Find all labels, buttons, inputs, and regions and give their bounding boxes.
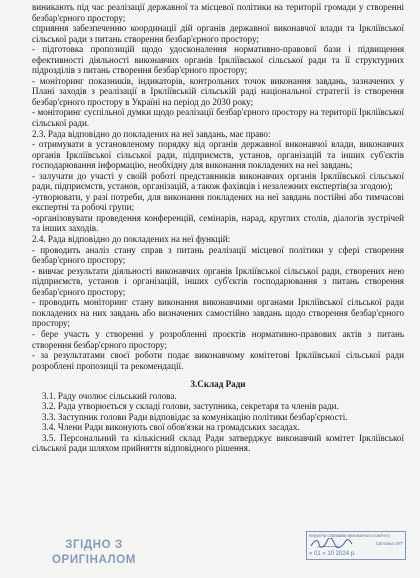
paragraph: - проводить моніторинг стану виконання виконавчими органами Ірклiївської сільської ради покладених на них завдань або визначених самостійно завдань щодо створення безбар'єрного простору; <box>32 297 404 329</box>
paragraph: 3.3. Заступник голови Ради відповідає за комунікацію політики безбар'єрності. <box>42 411 348 422</box>
certification-stamp <box>306 531 406 560</box>
paragraph: -утворювати, у разі потреби, для виконання покладених на неї завдань постійні або тимчасові експертні та робочі групи; <box>32 191 404 213</box>
paragraph: - бере участь у створенні у розробленні проєктів нормативно-правових актів з питань створення безбар'єрного простору; <box>32 328 404 350</box>
copy-stamp-line2: ОРИГІНАЛОМ <box>52 554 136 566</box>
paragraph: - вивчає результати діяльності виконавчих органів Ірклiївської сільської ради, створених нею підприємств, установ і організацій, інших суб'єктів господарювання з питань створення безбар'єрного простору; <box>32 265 404 297</box>
signature-icon <box>309 538 353 549</box>
paragraph: 2.3. Рада відповідно до покладених на неї завдань, має право: <box>32 128 271 139</box>
certification-stamp-header: Керуюча справами виконавчого комітету <box>309 533 390 538</box>
paragraph: - залучати до участі у своїй роботі представників виконавчих органів Ірклiївської сільської ради, підприємств, установ, організацій, а також фахівців і незалежних експертів(за згодою); <box>32 170 404 192</box>
paragraph: 3.5. Персональний та кількісний склад Ради затверджує виконавчий комітет Ірклiївської сільської ради шляхом прийняття відповідного рішення. <box>32 432 404 454</box>
paragraph: - отримувати в установленому порядку від органів державної виконавчої влади, виконавчих органів Ірклiївської сільської ради, підприємств, установ, організацій та інших суб'єктів господарювання інформацію, необхідну для виконання покладених на неї завдань; <box>32 139 404 171</box>
paragraph: - за результатами своєї роботи подає виконавчому комітетові Ірклiївської сільської ради розроблені пропозиції та рекомендації. <box>32 350 404 371</box>
paragraph: - моніторинг показників, індикаторів, контрольних точок виконання завдань, зазначених у Плані заходів з реалізації в Ірклiївській сільській раді національної стратегії із створення безбар'єрного простору в Україні на період до 2030 року; <box>32 75 404 107</box>
paragraph: -організовувати проведення конференцій, семінарів, нарад, круглих столів, діалогів зустрічей та інших заходів. <box>32 212 404 234</box>
paragraph: виникають під час реалізації державної та місцевої політики на території громади у створенні безбар'єрного простору; <box>32 2 404 23</box>
paragraph: - моніторинг суспільної думки щодо реалізації безбар'єрного простору на території Ірклiївської сільської ради. <box>32 107 404 129</box>
copy-stamp <box>52 538 136 568</box>
paragraph: 3.2. Рада утворюється у складі голови, заступника, секретаря та членів ради. <box>42 401 339 412</box>
paragraph: 3.4. Члени Ради виконують свої обов'язки на громадських засадах. <box>42 422 300 433</box>
copy-stamp-line1: ЗГІДНО З <box>65 539 123 551</box>
certification-stamp-name: Світлана ЛУТ <box>375 541 403 546</box>
document-body <box>32 2 404 454</box>
paragraph: - підготовка пропозицій щодо удосконалення нормативно-правової бази і підвищення ефективності діяльності виконавчих органів Ірклiївської сільської ради та її структурних підрозділів з питань створення безбар'єрного простору; <box>32 44 404 76</box>
paragraph: 3.1. Раду очолює сільський голова. <box>42 390 177 401</box>
section-heading: 3.Склад Ради <box>190 379 246 390</box>
paragraph: сприяння забезпеченню координації дій органів державної виконавчої влади та Ірклiївської сільської ради з питань створення безбар'єрного простору; <box>32 23 404 44</box>
paragraph: - проводить аналіз стану справ з питань реалізації місцевої політики у сфері створення безбар'єрного простору; <box>32 244 404 266</box>
certification-stamp-date: « 01 » 10 2024 р. <box>309 551 356 557</box>
paragraph: 2.4. Рада відповідно до покладених на неї функцій: <box>32 234 231 245</box>
